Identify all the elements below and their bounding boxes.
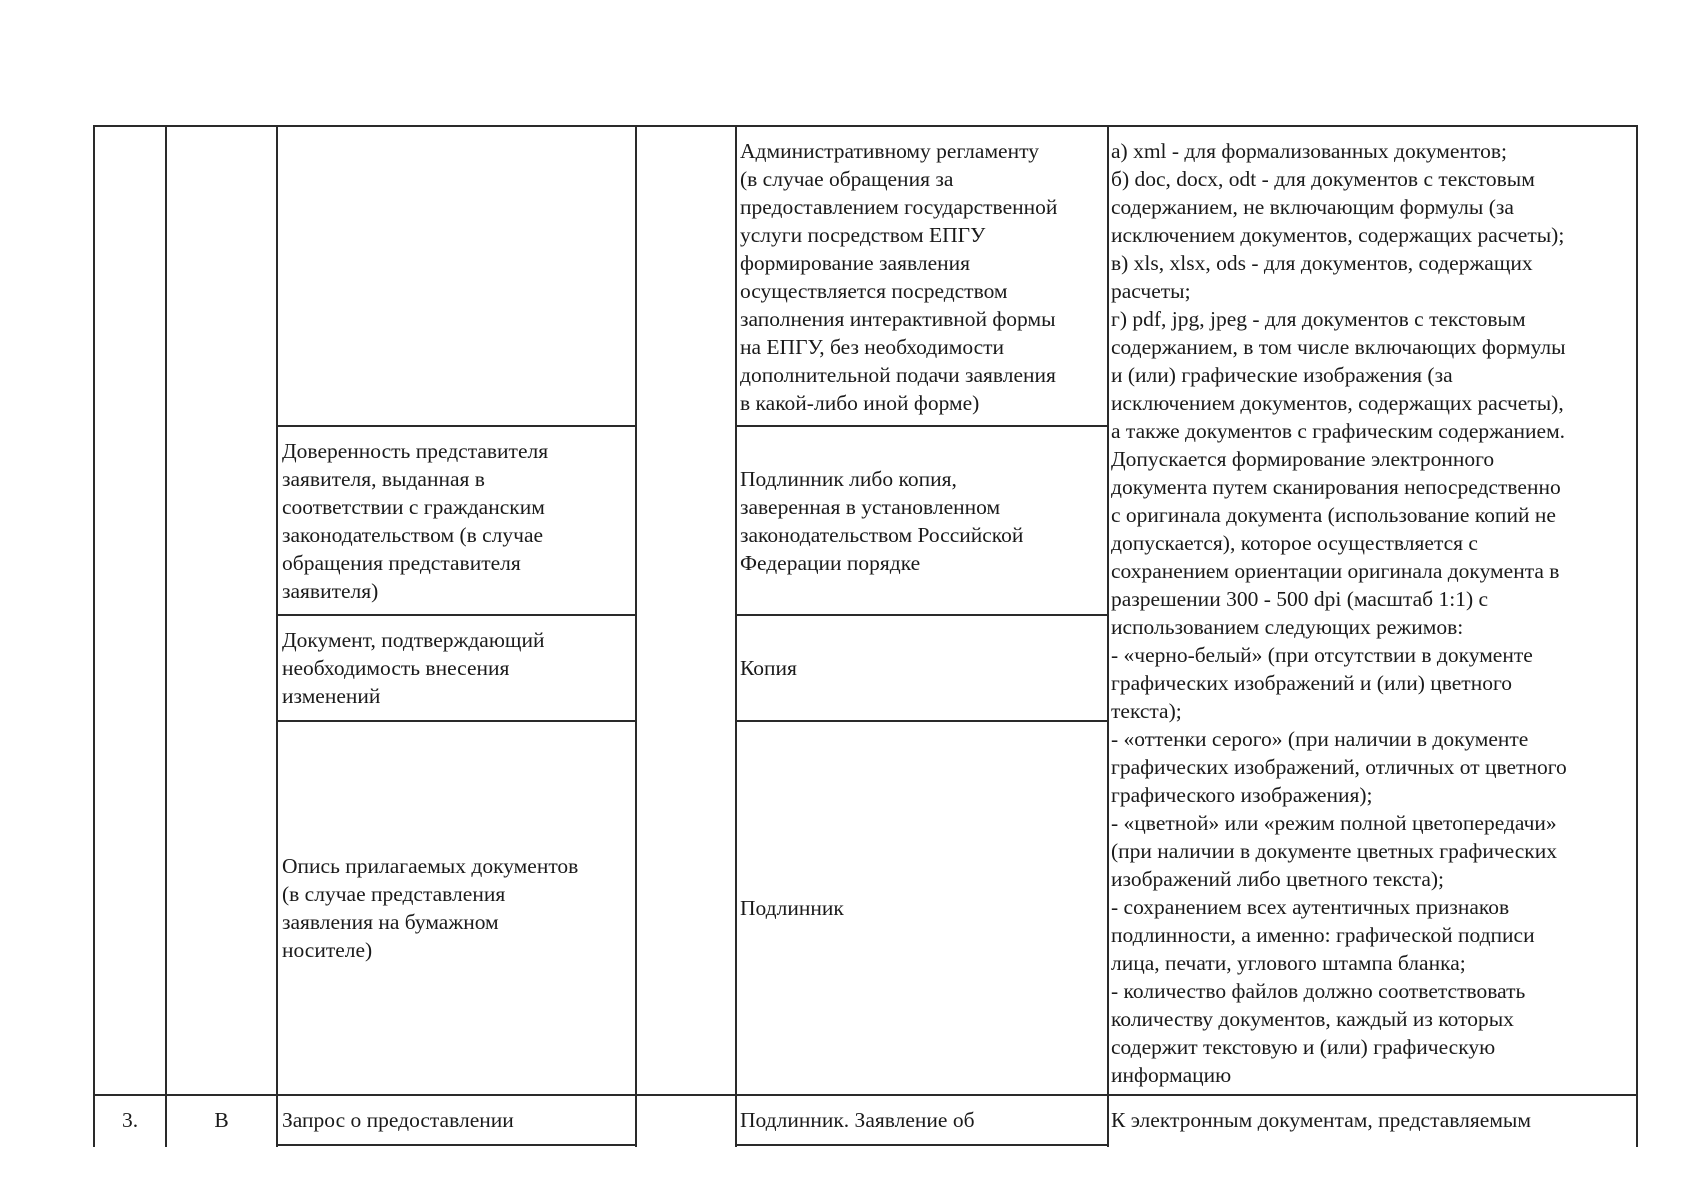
column-divider — [635, 125, 637, 1147]
document-form-cell — [740, 427, 1105, 614]
table-border-top — [93, 125, 1638, 127]
row-divider — [276, 614, 637, 616]
row-divider — [276, 425, 637, 427]
requirements-cell: а) xml - для формализованных документов; б) doc, docx, odt - для документов с текстовым содержанием, не включающим формулы (за исключением документов, содержащих расчеты); в) xls, xlsx, ods - для документов, содержащих расчеты; г) pdf, jpg, jpeg - для документов с текстовым содержанием, в том числе включающих формулы и (или) графические изображения (за исключением документов, содержащих расчеты), а также документов с графическим содержанием. Допускается формирование электронного документа путем сканирования непосредственно с оригинала документа (использование копий не допускается), которое осуществляется с сохранением ориентации оригинала документа в разрешении 300 - 500 dpi (масштаб 1:1) с использованием следующих режимов: - «черно-белый» (при отсутствии в документе графических изображений и (или) цветного текста); - «оттенки серого» (при наличии в документе графических изображений, отличных от цветного графического изображения); - «цветной» или «режим полной цветопередачи» (при наличии в документе цветных графических изображений либо цветного текста); - сохранением всех аутентичных признаков подлинности, а именно: графической подписи лица, печати, углового штампа бланка; - количество файлов должно соответствовать количеству документов, каждый из которых содержит текстовую и (или) графическую информацию — [1111, 139, 1567, 1087]
document-form-cell — [740, 722, 1105, 1094]
column-divider — [1107, 125, 1109, 1147]
document-name-text: Опись прилагаемых документов (в случае представления заявления на бумажном носителе) — [282, 854, 579, 962]
column-divider — [276, 125, 278, 1147]
document-form-text: Подлинник — [740, 896, 844, 920]
document-name-cell: Доверенность представителя заявителя, выданная в соответствии с гражданским законодательством (в случае обращения представителя заявителя) — [282, 439, 549, 603]
document-name-cell — [282, 722, 632, 1094]
column-divider — [735, 125, 737, 1147]
cell-bottom-border — [276, 1144, 637, 1146]
document-form-text: Копия — [740, 656, 797, 680]
row-letter-cell: В — [214, 1108, 229, 1132]
document-name-cell: Запрос о предоставлении — [282, 1108, 514, 1132]
document-form-cell: Подлинник. Заявление об — [740, 1108, 975, 1132]
row-number-cell: 3. — [121, 1108, 139, 1132]
document-form-cell — [740, 616, 1105, 720]
document-name-cell: Документ, подтверждающий необходимость внесения изменений — [282, 628, 545, 708]
row-divider — [93, 1094, 1638, 1096]
requirements-cell: К электронным документам, представляемым — [1111, 1108, 1531, 1132]
document-form-text: Подлинник либо копия, заверенная в установленном законодательством Российской Федерации порядке — [740, 466, 1024, 575]
table-border-left — [93, 125, 95, 1147]
column-divider — [165, 125, 167, 1147]
form-cell-continuation: Административному регламенту (в случае обращения за предоставлением государственной услуги посредством ЕПГУ формирование заявления осуществляется посредством заполнения интерактивной формы на ЕПГУ, без необходимости дополнительной подачи заявления в какой-либо иной форме) — [740, 139, 1058, 415]
cell-bottom-border — [735, 1144, 1109, 1146]
table-border-right — [1636, 125, 1638, 1147]
